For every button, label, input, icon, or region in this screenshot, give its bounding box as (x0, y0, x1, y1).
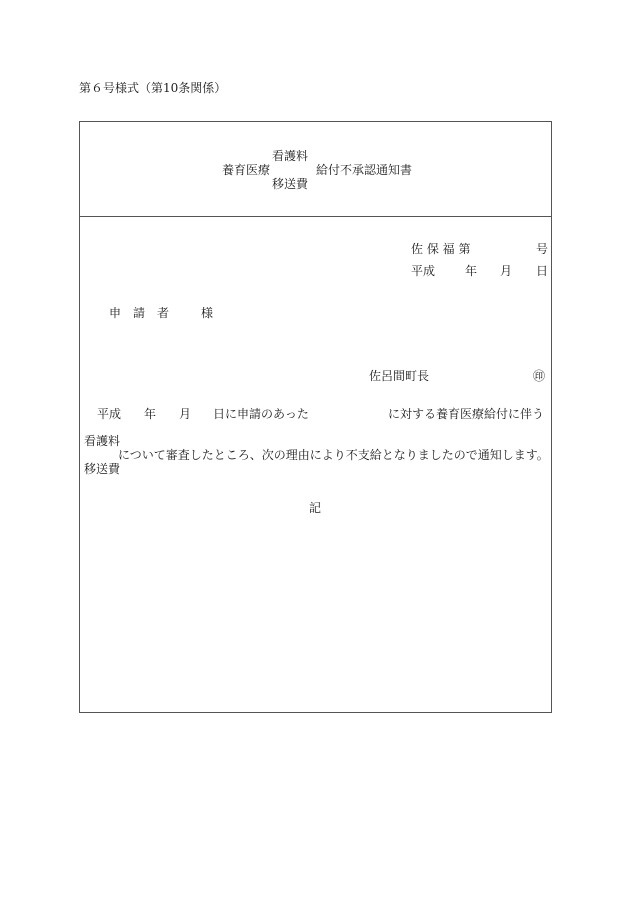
form-number-label: 第６号様式（第10条関係） (79, 81, 227, 95)
body-line1-tail: に対する養育医療給付に伴う (388, 407, 545, 421)
reference-number-suffix: 号 (536, 242, 549, 256)
applicant-label: 申 請 者 (109, 306, 170, 320)
title-option-lower: 移送費 (272, 177, 309, 191)
issuer-name: 佐呂間町長 (369, 369, 430, 383)
date-day: 日 (536, 264, 549, 278)
reference-number-label: 佐 保 福 第 (411, 242, 471, 256)
body-line2-text: について審査したところ、次の理由により不支給となりましたので通知します。 (118, 448, 549, 462)
title-suffix: 給付不承認通知書 (316, 163, 413, 177)
date-month: 月 (500, 264, 513, 278)
title-option-upper: 看護料 (272, 149, 309, 163)
notice-frame (79, 121, 552, 713)
date-era: 平成 (411, 264, 436, 278)
body-month: 月 (179, 407, 192, 421)
date-year: 年 (465, 264, 478, 278)
body-option-upper: 看護料 (84, 434, 121, 448)
note-heading: 記 (309, 501, 322, 515)
document-title (222, 149, 422, 191)
title-prefix: 養育医療 (222, 163, 271, 177)
title-divider (80, 216, 551, 217)
seal-mark: ㊞ (533, 369, 546, 383)
body-day-text: 日に申請のあった (213, 407, 309, 421)
body-year: 年 (144, 407, 157, 421)
applicant-honorific: 様 (201, 306, 214, 320)
body-era: 平成 (97, 407, 122, 421)
body-option-lower: 移送費 (84, 462, 121, 476)
